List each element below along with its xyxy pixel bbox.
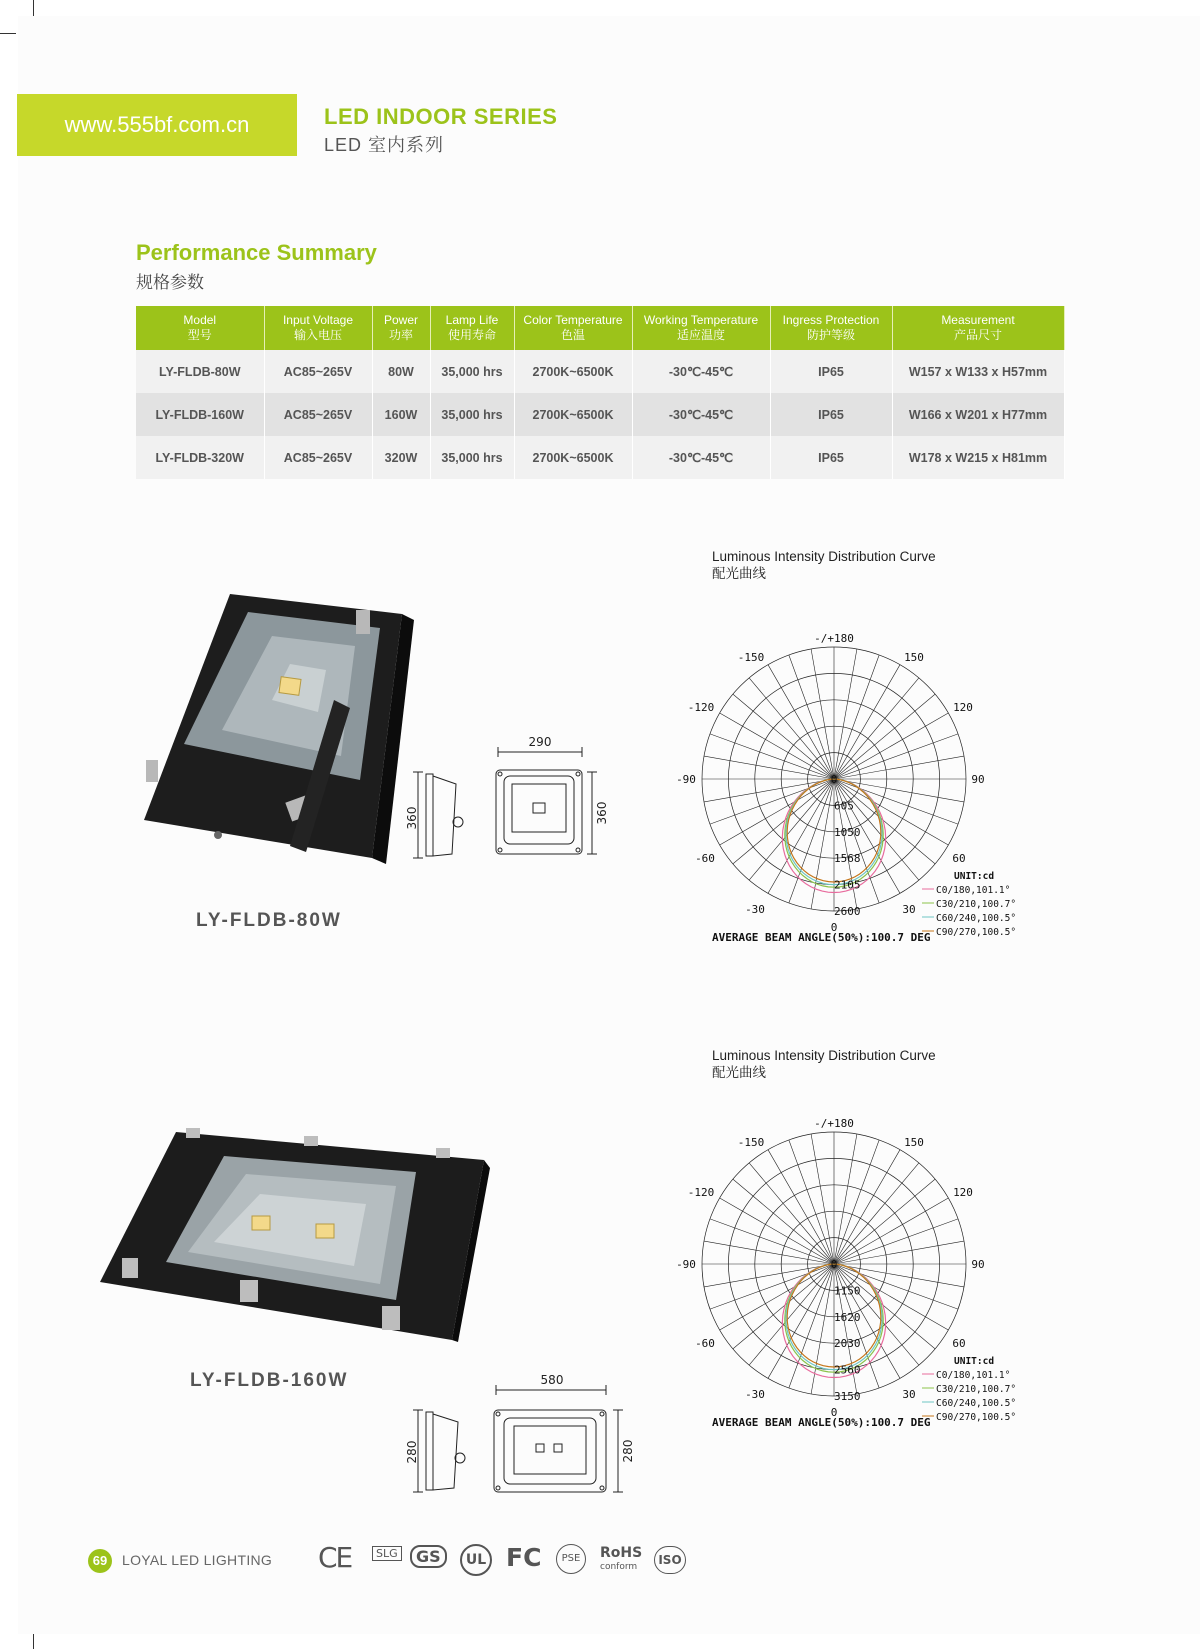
curve-title-cn: 配光曲线 [712,566,766,581]
rohs-conform-text: conform [600,1562,638,1572]
table-cell: 35,000 hrs [430,436,514,479]
legend-c60: C60/240,100.5° [936,1398,1017,1409]
column-header: Color Temperature 色温 [514,306,632,350]
angle-label-top: -/+180 [814,632,854,645]
floodlight-160w-photo [96,1124,491,1344]
width-label: 580 [540,1373,564,1387]
angle-label-r60: 60 [952,852,966,865]
radial-value: 605 [834,799,854,813]
legend-c30: C30/210,100.7° [936,899,1017,910]
model-label-160w: LY-FLDB-160W [190,1370,349,1391]
table-cell: IP65 [770,436,892,479]
legend-c60: C60/240,100.5° [936,913,1017,924]
curve-title-en: Luminous Intensity Distribution Curve [712,549,936,564]
curve-title-160w [712,1047,936,1081]
legend-c30: C30/210,100.7° [936,1384,1017,1395]
angle-label-tr: 150 [904,1136,924,1149]
angle-label-l30: -30 [745,903,765,916]
table-cell: AC85~265V [264,393,372,436]
angle-label-l90: -90 [676,773,696,786]
website-url[interactable]: www.555bf.com.cn [17,94,297,156]
height-label: 280 [621,1439,635,1463]
legend-c90: C90/270,100.5° [936,1412,1017,1423]
table-cell: IP65 [770,350,892,393]
table-cell: 80W [372,350,430,393]
page-number-badge: 69 [88,1549,112,1573]
table-header-row [136,306,1064,350]
radial-value: 1050 [834,825,861,839]
angle-label-tl: -150 [737,1136,765,1149]
angle-label-r90: 90 [971,1258,985,1271]
radial-value: 2560 [834,1363,861,1377]
table-cell: 320W [372,436,430,479]
height-label: 360 [595,801,609,825]
column-header: Ingress Protection 防护等级 [770,306,892,350]
angle-label-r60: 60 [952,1337,966,1350]
angle-label-bottom: 0 [830,1406,838,1419]
performance-summary-subtitle: 规格参数 [136,273,204,292]
angle-label-l30: -30 [745,1388,765,1401]
floodlight-80w-photo [140,590,415,870]
table-cell: 2700K~6500K [514,393,632,436]
table-cell: LY-FLDB-320W [136,436,264,479]
angle-label-r90: 90 [971,773,985,786]
crop-mark [33,1634,34,1649]
rohs-text: RoHS [600,1545,643,1561]
width-label: 290 [528,735,552,749]
beam-angle: AVERAGE BEAM ANGLE(50%):100.7 DEG [712,931,931,944]
column-header: Power 功率 [372,306,430,350]
spec-table [136,306,1065,479]
table-cell: W157 x W133 x H57mm [892,350,1064,393]
radial-value: 2600 [834,905,861,918]
table-cell: AC85~265V [264,436,372,479]
angle-label-l60: -60 [695,852,715,865]
footer-brand: LOYAL LED LIGHTING [122,1552,273,1568]
dimension-drawing-80w [400,730,620,860]
radial-value: 3150 [834,1390,861,1403]
series-subtitle: LED 室内系列 [324,135,445,155]
height-label: 280 [405,1440,419,1464]
radial-value: 2105 [834,878,861,892]
polar-chart-160w [660,1110,1030,1430]
radial-value: 1150 [834,1284,861,1298]
angle-label-l60: -60 [695,1337,715,1350]
column-header: Input Voltage 输入电压 [264,306,372,350]
height-label: 360 [405,806,419,830]
table-cell: 2700K~6500K [514,436,632,479]
angle-label-tl: -150 [737,651,765,664]
table-row [136,350,1064,393]
crop-mark [0,33,16,34]
table-cell: LY-FLDB-160W [136,393,264,436]
series-title: LED INDOOR SERIES [324,104,558,129]
column-header: Lamp Life 使用寿命 [430,306,514,350]
legend-c0: C0/180,101.1° [936,1370,1011,1381]
fcc-mark-icon: FC [506,1543,542,1572]
table-cell: IP65 [770,393,892,436]
radial-value: 1568 [834,852,861,866]
model-label-80w: LY-FLDB-80W [196,910,342,931]
table-cell: LY-FLDB-80W [136,350,264,393]
table-row [136,436,1064,479]
center-label: 0 [830,773,838,786]
angle-label-l120: -120 [687,701,715,714]
slg-mark-icon: SLG [372,1546,402,1561]
angle-label-l120: -120 [687,1186,715,1199]
crop-mark [33,0,34,16]
table-cell: -30℃-45℃ [632,393,770,436]
angle-label-r120: 120 [953,701,973,714]
table-cell: W166 x W201 x H77mm [892,393,1064,436]
legend-c0: C0/180,101.1° [936,885,1011,896]
angle-label-bottom: 0 [830,921,838,934]
legend-c90: C90/270,100.5° [936,927,1017,938]
angle-label-l90: -90 [676,1258,696,1271]
gs-mark-icon: GS [410,1545,447,1568]
angle-label-tr: 150 [904,651,924,664]
ce-mark-icon: CE [318,1541,352,1574]
radial-value: 1620 [834,1310,861,1324]
table-cell: AC85~265V [264,350,372,393]
table-cell: 35,000 hrs [430,350,514,393]
table-row [136,393,1064,436]
table-cell: W178 x W215 x H81mm [892,436,1064,479]
curve-title-en: Luminous Intensity Distribution Curve [712,1048,936,1063]
unit-label: UNIT:cd [954,1356,995,1367]
angle-label-r30: 30 [902,1388,916,1401]
iso-mark-icon: ISO [654,1546,686,1574]
table-cell: -30℃-45℃ [632,436,770,479]
pse-mark-icon: PSE [556,1544,586,1574]
column-header: Model 型号 [136,306,264,350]
table-cell: -30℃-45℃ [632,350,770,393]
center-label: 0 [830,1258,838,1271]
performance-summary-title: Performance Summary [136,240,377,265]
curve-title-80w [712,548,936,582]
dimension-drawing-160w [400,1370,645,1500]
column-header: Working Temperature 适应温度 [632,306,770,350]
table-cell: 2700K~6500K [514,350,632,393]
table-cell: 160W [372,393,430,436]
beam-angle: AVERAGE BEAM ANGLE(50%):100.7 DEG [712,1416,931,1429]
column-header: Measurement 产品尺寸 [892,306,1064,350]
ul-mark-icon: UL [460,1544,492,1576]
polar-chart-80w [660,625,1030,945]
curve-title-cn: 配光曲线 [712,1065,766,1080]
angle-label-top: -/+180 [814,1117,854,1130]
unit-label: UNIT:cd [954,871,995,882]
table-cell: 35,000 hrs [430,393,514,436]
angle-label-r30: 30 [902,903,916,916]
rohs-mark-icon [600,1546,642,1574]
angle-label-r120: 120 [953,1186,973,1199]
radial-value: 2030 [834,1337,861,1351]
